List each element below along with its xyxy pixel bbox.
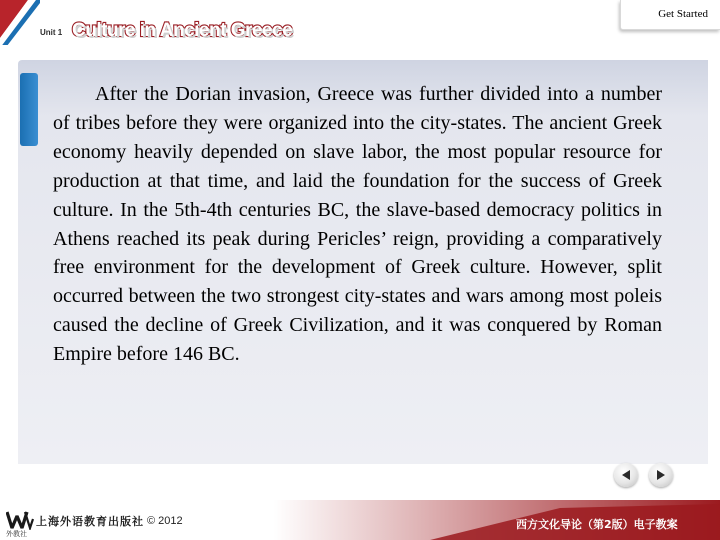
get-started-button[interactable]: Get Started bbox=[620, 0, 720, 30]
publisher-logo-icon bbox=[6, 510, 34, 530]
next-button[interactable] bbox=[649, 463, 673, 487]
accent-bar bbox=[20, 73, 38, 146]
copyright-text: © 2012 bbox=[147, 515, 183, 527]
triangle-right-icon bbox=[649, 463, 673, 487]
unit-label: Unit 1 bbox=[40, 28, 63, 37]
previous-button[interactable] bbox=[614, 463, 638, 487]
course-title: 西方文化导论（第2版）电子教案 bbox=[516, 518, 678, 531]
corner-decoration-icon bbox=[0, 0, 40, 45]
publisher-sub-label: 外教社 bbox=[6, 530, 27, 538]
unit-title: Culture in Ancient Greece bbox=[72, 20, 293, 41]
triangle-left-icon bbox=[614, 463, 638, 487]
publisher-name: 上海外语教育出版社 bbox=[36, 515, 144, 528]
body-paragraph: After the Dorian invasion, Greece was further divided into a number of tribes before they were organized into the city-states. The ancient Greek economy heavily depended on slave labor, the most popular resource for production at that time, and laid the foundation for the success of Greek culture. In the 5th-4th centuries BC, the slave-based democracy politics in Athens reached its peak during Pericles’ reign, providing a comparatively free environment for the development of Greek culture. However, split occurred between the two strongest city-states and wars among most poleis caused the decline of Greek Civilization, and it was conquered by Roman Empire before 146 BC. bbox=[53, 83, 662, 366]
